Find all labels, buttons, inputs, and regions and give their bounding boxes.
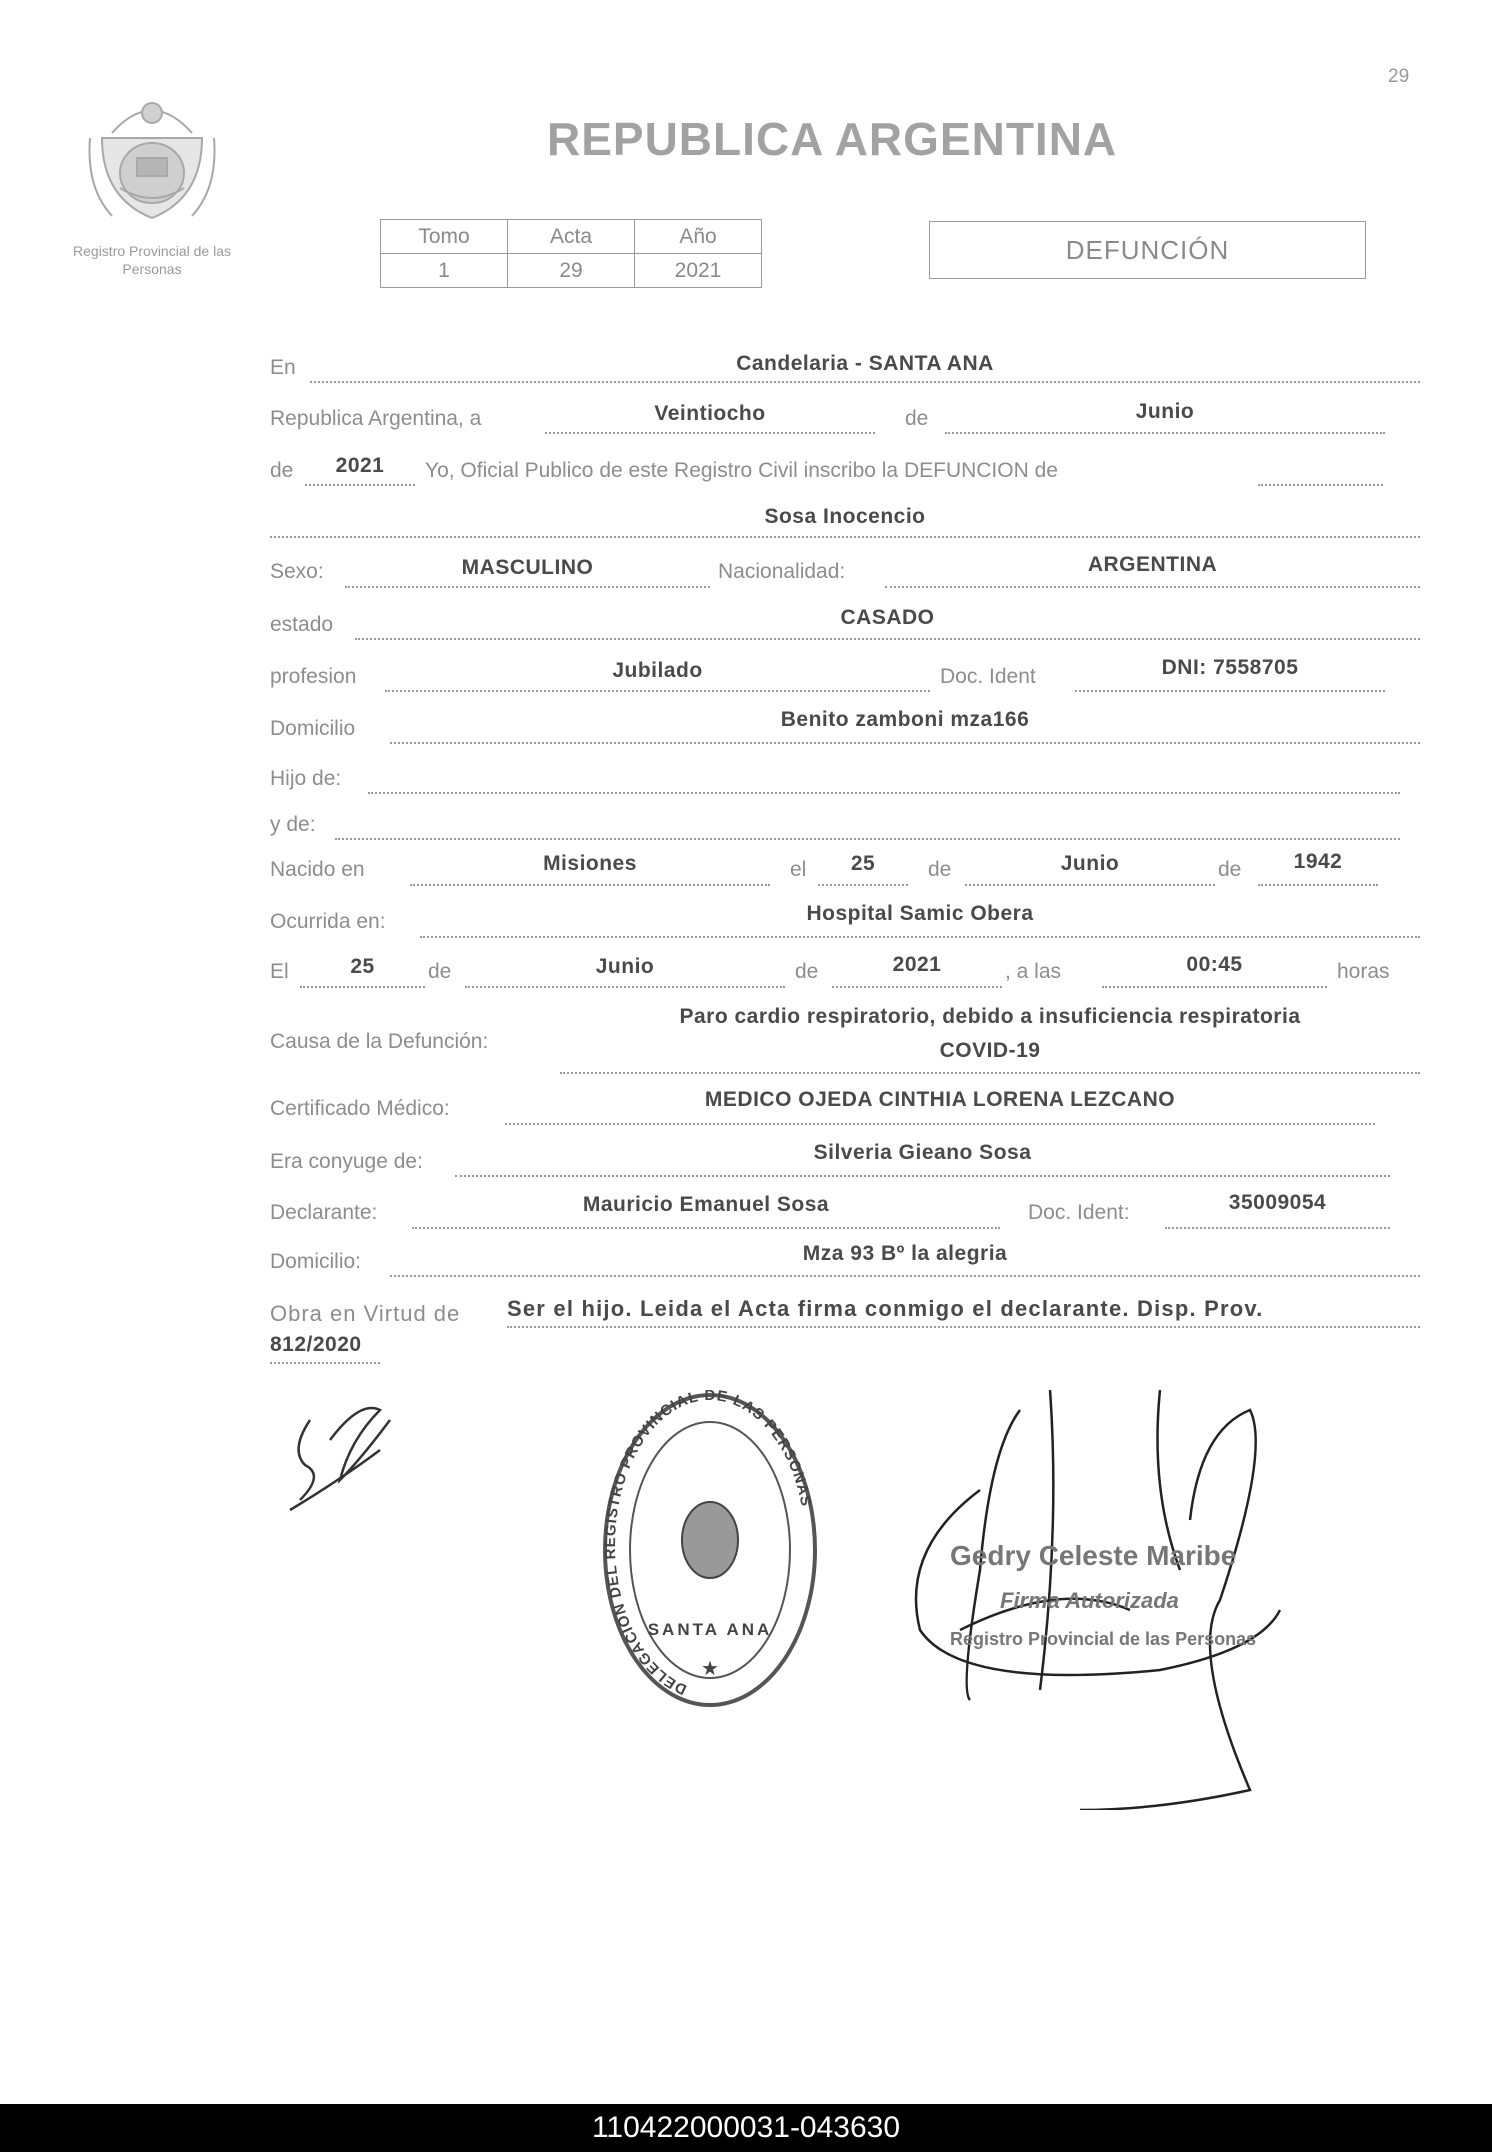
field-line xyxy=(965,884,1215,886)
field-line xyxy=(1258,484,1383,486)
field-nacido-anio: 1942 xyxy=(1293,850,1343,873)
field-nacido-mes: Junio xyxy=(1060,852,1120,875)
label-de: de xyxy=(428,960,452,983)
field-ocurrida-en: Hospital Samic Obera xyxy=(806,902,1034,925)
field-line xyxy=(945,432,1385,434)
field-line xyxy=(545,432,875,434)
field-line xyxy=(305,484,415,486)
field-line xyxy=(818,884,908,886)
field-line xyxy=(507,1326,1420,1328)
field-line xyxy=(560,1072,1420,1074)
official-signature xyxy=(260,1370,1360,1810)
label-causa: Causa de la Defunción: xyxy=(270,1030,489,1053)
field-causa-line2: COVID-19 xyxy=(939,1039,1041,1062)
field-estado: CASADO xyxy=(840,606,935,629)
field-def-mes: Junio xyxy=(595,955,655,978)
label-de: de xyxy=(1218,858,1242,881)
register-value-tomo: 1 xyxy=(381,254,508,288)
label-profesion: profesion xyxy=(270,665,357,688)
field-certificado: MEDICO OJEDA CINTHIA LORENA LEZCANO xyxy=(704,1088,1176,1111)
field-line xyxy=(368,792,1400,794)
signer-role: Firma Autorizada xyxy=(1000,1588,1179,1613)
field-line xyxy=(420,936,1420,938)
field-sexo: MASCULINO xyxy=(461,556,594,579)
field-line xyxy=(505,1123,1375,1125)
label-declarante: Declarante: xyxy=(270,1201,378,1224)
label-doc-ident: Doc. Ident: xyxy=(1028,1201,1130,1224)
label-a-las: , a las xyxy=(1005,960,1062,983)
field-obra-line2: 812/2020 xyxy=(270,1333,362,1356)
label-en: En xyxy=(270,356,296,379)
record-type-box: DEFUNCIÓN xyxy=(929,221,1366,279)
field-line xyxy=(1258,884,1378,886)
label-de: de xyxy=(928,858,952,881)
label-domicilio: Domicilio xyxy=(270,717,356,740)
label-certificado: Certificado Médico: xyxy=(270,1097,450,1120)
label-conyuge: Era conyuge de: xyxy=(270,1150,423,1173)
star-icon: ★ xyxy=(701,1658,719,1680)
field-def-dia: 25 xyxy=(350,955,375,978)
field-declarante-doc: 35009054 xyxy=(1228,1191,1327,1214)
field-dia-letras: Veintiocho xyxy=(654,402,766,425)
field-line xyxy=(390,742,1420,744)
register-value-anio: 2021 xyxy=(635,254,762,288)
field-profesion: Jubilado xyxy=(612,659,703,682)
field-line xyxy=(1075,690,1385,692)
field-declarante-domicilio: Mza 93 Bº la alegria xyxy=(802,1242,1008,1265)
field-declarante: Mauricio Emanuel Sosa xyxy=(582,1193,830,1216)
field-mes: Junio xyxy=(1135,400,1195,423)
field-line xyxy=(355,638,1420,640)
field-line xyxy=(390,1275,1420,1277)
page-number: 29 xyxy=(1388,66,1410,87)
label-oficial: Yo, Oficial Publico de este Registro Civil inscribo la DEFUNCION de xyxy=(425,459,1058,482)
field-conyuge: Silveria Gieano Sosa xyxy=(813,1141,1032,1164)
document-code: 110422000031-043630 xyxy=(0,2104,1492,2152)
field-line xyxy=(410,884,770,886)
label-de: de xyxy=(905,407,929,430)
label-nacionalidad: Nacionalidad: xyxy=(718,560,846,583)
stamp-ring-text: DELEGACION DEL REGISTRO PROVINCIAL DE LAS PERSONAS xyxy=(601,1390,815,1698)
field-documento: DNI: 7558705 xyxy=(1161,656,1299,679)
label-obra: Obra en Virtud de xyxy=(270,1301,461,1326)
label-estado: estado xyxy=(270,613,334,636)
coat-of-arms-icon xyxy=(82,78,222,228)
field-nacido-lugar: Misiones xyxy=(543,852,637,875)
field-def-anio: 2021 xyxy=(892,953,942,976)
label-nacido-en: Nacido en xyxy=(270,858,365,881)
register-value-acta: 29 xyxy=(508,254,635,288)
register-header-tomo: Tomo xyxy=(381,220,508,254)
field-nacido-dia: 25 xyxy=(850,852,876,875)
label-ocurrida-en: Ocurrida en: xyxy=(270,910,386,933)
field-obra-line1: Ser el hijo. Leida el Acta firma conmigo el declarante. Disp. Prov. xyxy=(507,1296,1264,1321)
label-sexo: Sexo: xyxy=(270,560,324,583)
label-el: El xyxy=(270,960,289,983)
label-republica: Republica Argentina, a xyxy=(270,407,482,430)
stamp-center-text: SANTA ANA xyxy=(647,1620,773,1639)
field-line xyxy=(385,690,930,692)
signer-office: Registro Provincial de las Personas xyxy=(950,1629,1257,1649)
field-line xyxy=(270,1362,380,1364)
field-causa-line1: Paro cardio respiratorio, debido a insuficiencia respiratoria xyxy=(679,1005,1301,1028)
field-line xyxy=(1165,1227,1390,1229)
field-line xyxy=(1102,986,1327,988)
label-y-de: y de: xyxy=(270,813,316,836)
label-hijo-de: Hijo de: xyxy=(270,767,342,790)
field-lugar: Candelaria - SANTA ANA xyxy=(736,352,994,375)
register-header-acta: Acta xyxy=(508,220,635,254)
label-horas: horas xyxy=(1337,960,1390,983)
crest-caption: Registro Provincial de las Personas xyxy=(73,243,231,277)
field-line xyxy=(465,986,785,988)
field-line xyxy=(885,586,1420,588)
field-def-hora: 00:45 xyxy=(1186,953,1243,976)
field-line xyxy=(345,586,710,588)
field-line xyxy=(310,381,1420,383)
field-line xyxy=(335,838,1400,840)
field-line xyxy=(412,1227,1000,1229)
register-header-anio: Año xyxy=(635,220,762,254)
signer-name: Gedry Celeste Maribe xyxy=(950,1540,1237,1571)
label-de: de xyxy=(795,960,819,983)
register-table xyxy=(380,219,762,288)
label-doc-ident: Doc. Ident xyxy=(940,665,1036,688)
label-domicilio: Domicilio: xyxy=(270,1250,362,1273)
document-title: REPUBLICA ARGENTINA xyxy=(547,113,1118,165)
field-anio: 2021 xyxy=(335,454,385,477)
label-el: el xyxy=(790,858,807,881)
field-line xyxy=(455,1175,1390,1177)
field-fallecido: Sosa Inocencio xyxy=(764,505,926,528)
label-de: de xyxy=(270,459,294,482)
field-line xyxy=(300,986,425,988)
field-domicilio: Benito zamboni mza166 xyxy=(780,708,1030,731)
field-line xyxy=(832,986,1002,988)
field-nacionalidad: ARGENTINA xyxy=(1087,553,1218,576)
field-line xyxy=(270,536,1420,538)
